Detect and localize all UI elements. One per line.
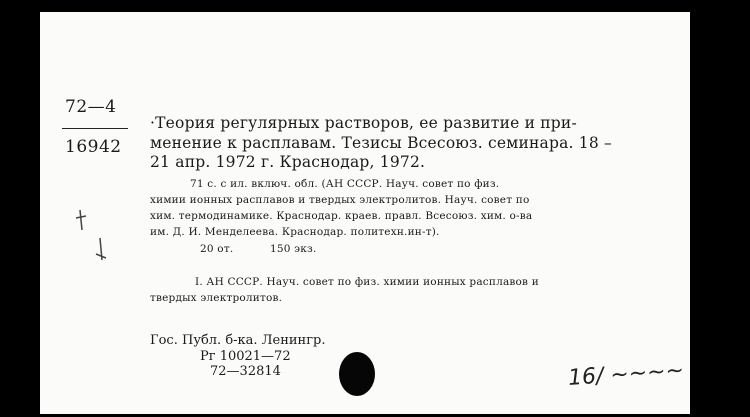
title-line-3: 21 апр. 1972 г. Краснодар, 1972. xyxy=(150,153,426,171)
library-number: 72—32814 xyxy=(210,364,281,379)
pencil-mark-left xyxy=(72,208,112,273)
ink-blot xyxy=(339,352,375,396)
library-code: Рг 10021—72 xyxy=(200,349,291,364)
call-number-divider xyxy=(62,128,128,129)
copies: 20 от. xyxy=(200,243,234,255)
pencil-scribble-icon xyxy=(72,208,112,268)
title-line-2: менение к расплавам. Тезисы Всесоюз. семинара. 18 – xyxy=(150,134,612,152)
description-line-3: хим. термодинамике. Краснодар. краев. правл. Всесоюз. хим. о-ва xyxy=(150,210,533,222)
added-entry-line-2: твердых электролитов. xyxy=(150,292,283,304)
description-line-1: 71 с. с ил. включ. обл. (АН СССР. Науч. совет по физ. xyxy=(190,178,500,190)
call-number: 72—4 xyxy=(65,97,117,117)
print-run: 150 экз. xyxy=(270,243,317,255)
library-name: Гос. Публ. б-ка. Ленингр. xyxy=(150,333,326,348)
description-line-4: им. Д. И. Менделеева. Краснодар. политехн.ин-т). xyxy=(150,226,440,238)
handwritten-mark: 16/ ~~~~ xyxy=(567,357,685,392)
added-entry-line-1: I. АН СССР. Науч. совет по физ. химии ионных расплавов и xyxy=(195,276,539,288)
title-line-1: ·Теория регулярных растворов, ее развитие и при- xyxy=(150,114,577,132)
catalog-card xyxy=(40,12,690,414)
accession-number: 16942 xyxy=(65,137,122,157)
description-line-2: химии ионных расплавов и твердых электролитов. Науч. совет по xyxy=(150,194,530,206)
